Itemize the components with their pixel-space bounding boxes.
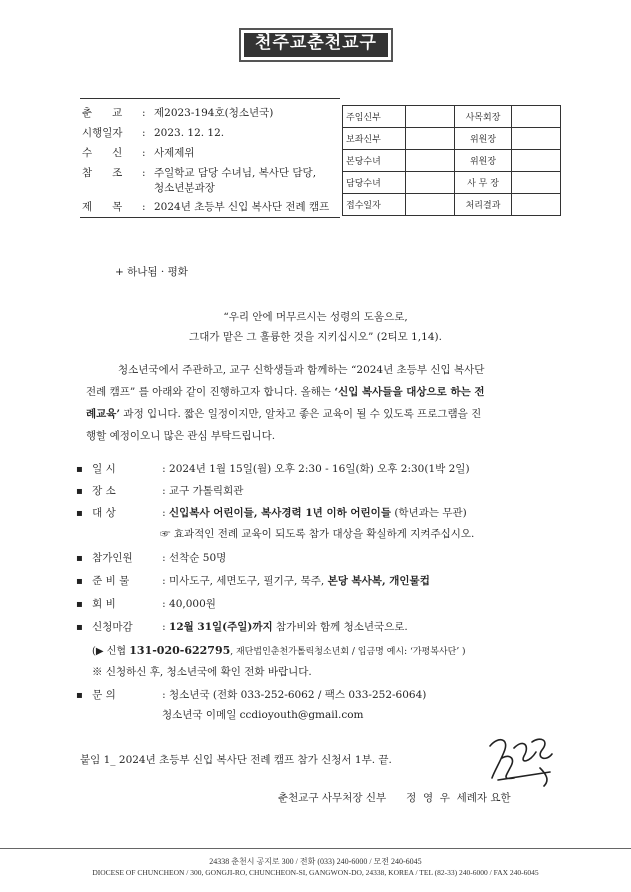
- approval-blank: [512, 172, 561, 194]
- header-value-reference-cont: 청소년분과장: [154, 182, 215, 194]
- body-emphasis: ‘신입 복사들을 대상으로 하는 전: [334, 386, 485, 398]
- item-prep: ▪ 준 비 물 : 미사도구, 세면도구, 필기구, 묵주, 본당 복사복, 개인물컵: [76, 571, 430, 592]
- approval-blank: [512, 150, 561, 172]
- approval-label: 위원장: [455, 128, 512, 150]
- bullet-icon: ▪: [76, 690, 83, 701]
- greeting: + 하나됨 · 평화: [115, 266, 188, 278]
- bank-suffix: , 재단법인춘천가톨릭청소년회 / 입금명 예시: ‘가평복사단’ ): [230, 647, 466, 657]
- approval-label: 사목회장: [455, 106, 512, 128]
- body-line-4: 행할 예정이오니 많은 관심 부탁드립니다.: [86, 430, 276, 442]
- approval-blank: [512, 194, 561, 216]
- item-target-note: ☞ 효과적인 전례 교육이 되도록 참가 대상을 확실하게 지켜주십시오.: [160, 528, 475, 540]
- item-contact: ▪ 문 의 : 청소년국 (전화 033-252-6062 / 팩스 033-252-6064): [76, 685, 426, 706]
- bullet-icon: ▪: [76, 486, 83, 497]
- body-line-2: [86, 382, 485, 403]
- item-value: 선착순 50명: [169, 552, 227, 564]
- item-contact-email: 청소년국 이메일 ccdioyouth@gmail.com: [162, 709, 364, 721]
- item-value: 교구 가톨릭회관: [169, 485, 244, 497]
- bullet-icon: ▪: [76, 553, 83, 564]
- bullet-icon: ▪: [76, 508, 83, 519]
- approval-row: [343, 106, 561, 128]
- approval-blank: [406, 106, 455, 128]
- body-line-3: [86, 404, 481, 425]
- item-key: 신청마감: [92, 621, 133, 633]
- header-key-subject: 제 목: [82, 201, 123, 213]
- item-key: 대 상: [92, 507, 116, 519]
- bank-prefix: (▶ 신협: [92, 646, 130, 657]
- header-key-recipient: 수 신: [82, 147, 123, 159]
- approval-label: 처리결과: [455, 194, 512, 216]
- signature-mark: [480, 728, 570, 790]
- item-count: ▪ 참가인원 : 선착순 50명: [76, 548, 226, 569]
- approval-blank: [406, 172, 455, 194]
- header-value-ref: 제2023-194호(청소년국): [154, 107, 274, 119]
- approval-label: 본당수녀: [343, 150, 406, 172]
- bullet-icon: ▪: [76, 576, 83, 587]
- bullet-icon: ▪: [76, 599, 83, 610]
- approval-label: 주임신부: [343, 106, 406, 128]
- item-value-bold: 본당 복사복, 개인물컵: [327, 575, 430, 587]
- approval-blank: [406, 194, 455, 216]
- item-registration: ▪ 신청마감 : 12월 31일(주일)까지 참가비와 함께 청소년국으로.: [76, 617, 408, 638]
- header-key-ref: 춘 교: [82, 107, 123, 119]
- header-value-subject: 2024년 초등부 신입 복사단 전례 캠프: [154, 201, 330, 213]
- footer-rule: [0, 848, 631, 849]
- item-value: 40,000원: [169, 598, 216, 610]
- item-key: 장 소: [92, 485, 116, 497]
- approval-label: 위원장: [455, 150, 512, 172]
- footer-address-korean: 24338 춘천시 공지로 300 / 전화 (033) 240-6000 / 모전 240-6045: [209, 857, 422, 866]
- item-value-bold: 12월 31일(주일)까지: [169, 621, 273, 633]
- approval-row: [343, 172, 561, 194]
- approval-table: [342, 105, 561, 216]
- item-value: 2024년 1월 15일(월) 오후 2:30 - 16일(화) 오후 2:30(1박 2일): [169, 463, 470, 475]
- header-value-date: 2023. 12. 12.: [154, 127, 225, 139]
- item-key: 준 비 물: [92, 575, 130, 587]
- item-target: ▪ 대 상 : 신입복사 어린이들, 복사경력 1년 이하 어린이들 (학년과는 무관): [76, 503, 467, 524]
- item-place: ▪ 장 소 : 교구 가톨릭회관: [76, 481, 243, 502]
- footer-address-english: DIOCESE OF CHUNCHEON / 300, GONGJI-RO, CHUNCHEON-SI, GANGWON-DO, 24338, KOREA / TEL (82-33) 240-6000 / FAX 240-6045: [92, 868, 539, 877]
- body-line-1: 청소년국에서 주관하고, 교구 신학생들과 함께하는 “2024년 초등부 신입 복사단: [118, 364, 485, 376]
- header-top-rule: [80, 98, 340, 99]
- document-header: 춘 교 : 제2023-194호(청소년국) 시행일자 : 2023. 12. 12. 수 신 : 사제제위 참 조 : 주일학교 담당 수녀님, 복사단 담당, 청소년분과장 제 목 : 2024년 초등부 신입 복사단 전례 캠프: [82, 107, 330, 213]
- item-bank-account: [92, 640, 466, 663]
- header-bottom-rule: [80, 217, 340, 218]
- item-key: 참가인원: [92, 552, 133, 564]
- approval-blank: [512, 106, 561, 128]
- approval-label: 담당수녀: [343, 172, 406, 194]
- approval-row: [343, 194, 561, 216]
- body-text: 과정 입니다. 짧은 일정이지만, 알차고 좋은 교육이 될 수 있도록 프로그램을 진: [120, 408, 482, 420]
- item-value-bold: 신입복사 어린이들, 복사경력 1년 이하 어린이들: [169, 507, 391, 519]
- bullet-icon: ▪: [76, 622, 83, 633]
- item-key: 문 의: [92, 689, 116, 701]
- approval-blank: [406, 128, 455, 150]
- document-title-box: [239, 28, 393, 62]
- bank-account-number: 131-020-622795: [129, 644, 231, 657]
- approval-label: 사 무 장: [455, 172, 512, 194]
- approval-row: [343, 150, 561, 172]
- body-emphasis: 례교육’: [86, 408, 121, 420]
- approval-label: 접수일자: [343, 194, 406, 216]
- body-text: 전례 캠프” 를 아래와 같이 진행하고자 합니다. 올해는: [86, 386, 335, 398]
- signer-line: 춘천교구 사무처장 신부 정 영 우 세례자 요한: [278, 792, 511, 804]
- document-title: 천주교춘천교구: [244, 33, 388, 57]
- approval-blank: [512, 128, 561, 150]
- header-value-reference: 주일학교 담당 수녀님, 복사단 담당,: [154, 167, 317, 179]
- item-date: ▪ 일 시 : 2024년 1월 15일(월) 오후 2:30 - 16일(화) 오후 2:30(1박 2일): [76, 459, 470, 480]
- attachment-note: 붙임 1_ 2024년 초등부 신입 복사단 전례 캠프 참가 신청서 1부. 끝.: [80, 754, 392, 766]
- item-fee: ▪ 회 비 : 40,000원: [76, 594, 216, 615]
- approval-blank: [406, 150, 455, 172]
- item-value: 청소년국 (전화 033-252-6062 / 팩스 033-252-6064): [169, 689, 427, 701]
- item-key: 일 시: [92, 463, 116, 475]
- scripture-quote-line2: 그대가 맡은 그 훌륭한 것을 지키십시오” (2티모 1,14).: [189, 331, 442, 343]
- item-value: (학년과는 무관): [390, 507, 467, 519]
- header-key-reference: 참 조: [82, 167, 123, 179]
- item-bank-note: ※ 신청하신 후, 청소년국에 확인 전화 바랍니다.: [92, 666, 312, 678]
- approval-row: [343, 128, 561, 150]
- header-value-recipient: 사제제위: [154, 147, 195, 159]
- item-value: 미사도구, 세면도구, 필기구, 묵주,: [169, 575, 328, 587]
- scripture-quote-line1: “우리 안에 머무르시는 성령의 도움으로,: [223, 311, 408, 323]
- item-key: 회 비: [92, 598, 116, 610]
- item-value: 참가비와 함께 청소년국으로.: [272, 621, 408, 633]
- bullet-icon: ▪: [76, 464, 83, 475]
- header-key-date: 시행일자: [82, 127, 123, 139]
- approval-label: 보좌신부: [343, 128, 406, 150]
